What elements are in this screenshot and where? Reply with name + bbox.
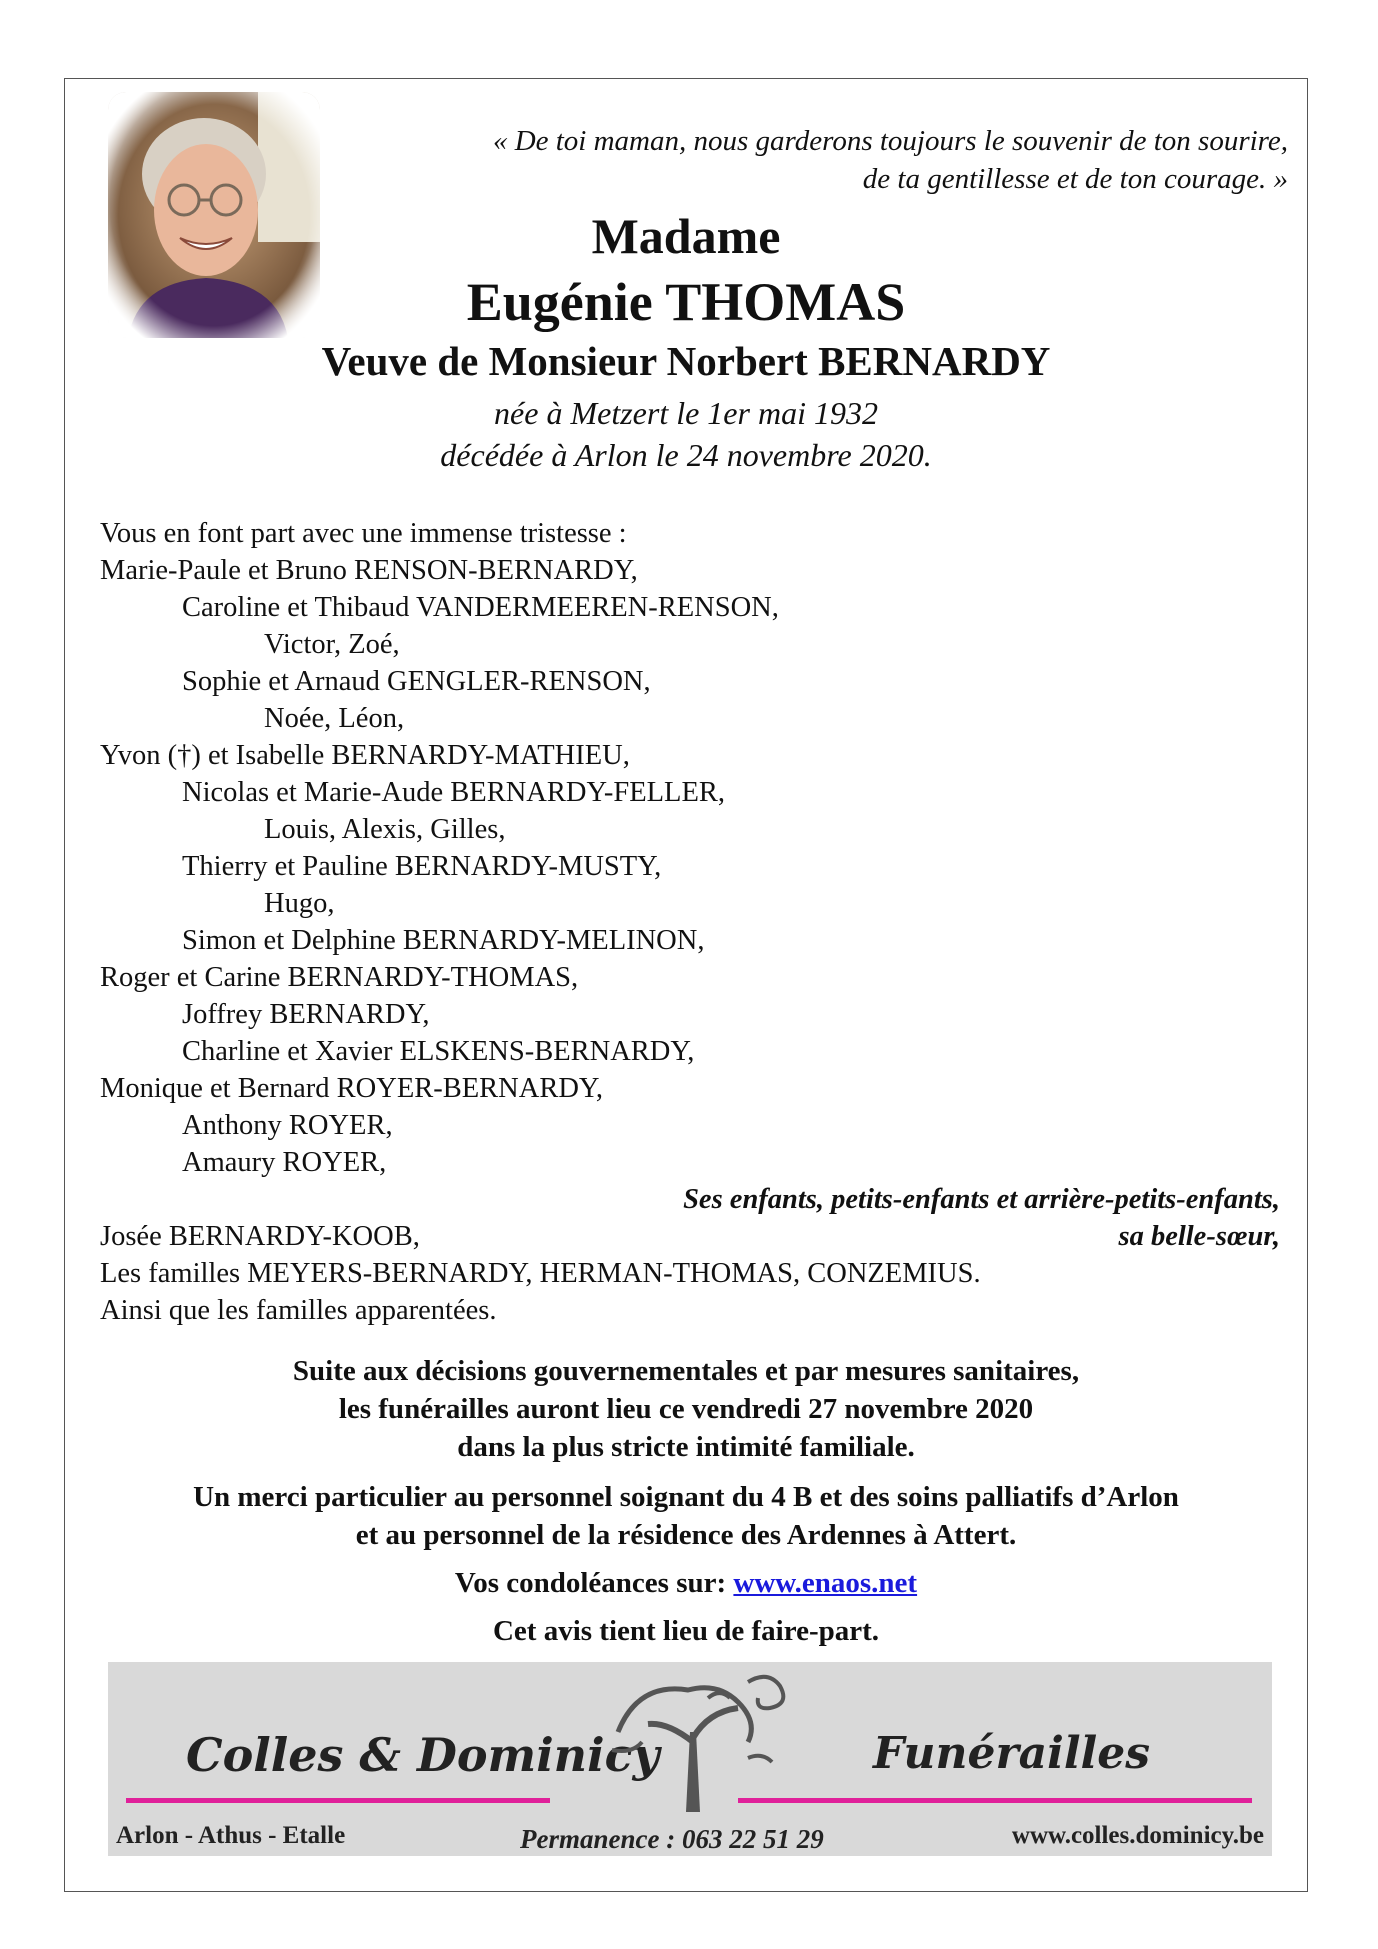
notice-line-2: les funérailles auront lieu ce vendredi 27 novembre 2020 — [338, 1393, 1034, 1425]
list-item: Louis, Alexis, Gilles, — [264, 814, 506, 845]
family-list — [100, 515, 1290, 1329]
condolences-label: Vos condoléances sur: — [454, 1567, 727, 1599]
notice-line-3: dans la plus stricte intimité familiale. — [457, 1431, 915, 1463]
family-intro: Vous en font part avec une immense tristesse : — [100, 518, 627, 549]
list-item: Nicolas et Marie-Aude BERNARDY-FELLER, — [182, 777, 725, 808]
quote-line-1: « De toi maman, nous garderons toujours le souvenir de ton sourire, — [492, 125, 1288, 157]
list-item: Sophie et Arnaud GENGLER-RENSON, — [182, 666, 651, 697]
list-item: Hugo, — [264, 888, 335, 919]
funeral-notice — [64, 1352, 1308, 1466]
list-item: Monique et Bernard ROYER-BERNARDY, — [100, 1073, 603, 1104]
spouse-line: Veuve de Monsieur Norbert BERNARDY — [321, 338, 1051, 384]
sister-in-law-row — [100, 1218, 1290, 1255]
condolences-link[interactable]: www.enaos.net — [733, 1567, 918, 1599]
list-item: Amaury ROYER, — [182, 1147, 387, 1178]
deceased-name: Eugénie THOMAS — [466, 272, 906, 332]
brand-name: Colles & Dominicy — [186, 1728, 660, 1782]
list-item: Simon et Delphine BERNARDY-MELINON, — [182, 925, 705, 956]
children-label: Ses enfants, petits-enfants et arrière-petits-enfants, — [683, 1184, 1280, 1215]
list-item: Thierry et Pauline BERNARDY-MUSTY, — [182, 851, 662, 882]
permanence-phone: Permanence : 063 22 51 29 — [520, 1824, 824, 1854]
birth-line: née à Metzert le 1er mai 1932 — [494, 395, 878, 431]
list-item: Anthony ROYER, — [182, 1110, 393, 1141]
tree-logo-icon — [598, 1662, 788, 1812]
families-line: Les familles MEYERS-BERNARDY, HERMAN-THOMAS, CONZEMIUS. — [100, 1258, 981, 1289]
sister-in-law-label: sa belle-sœur, — [1118, 1221, 1280, 1252]
faire-part-line: Cet avis tient lieu de faire-part. — [492, 1615, 880, 1647]
list-item: Roger et Carine BERNARDY-THOMAS, — [100, 962, 579, 993]
thanks-line-2: et au personnel de la résidence des Ardennes à Attert. — [355, 1519, 1017, 1551]
list-item: Charline et Xavier ELSKENS-BERNARDY, — [182, 1036, 695, 1067]
list-item: Noée, Léon, — [264, 703, 405, 734]
list-item: Victor, Zoé, — [264, 629, 400, 660]
brand-tagline: Funérailles — [873, 1728, 1151, 1779]
funeral-home-banner — [108, 1662, 1272, 1856]
list-item: Marie-Paule et Bruno RENSON-BERNARDY, — [100, 555, 638, 586]
thanks-line-1: Un merci particulier au personnel soignant du 4 B et des soins palliatifs d’Arlon — [193, 1481, 1179, 1513]
life-dates — [64, 392, 1308, 476]
sister-in-law-name: Josée BERNARDY-KOOB, — [100, 1221, 420, 1252]
memorial-quote — [308, 122, 1288, 198]
website[interactable]: www.colles.dominicy.be — [1011, 1822, 1264, 1849]
list-item: Yvon (†) et Isabelle BERNARDY-MATHIEU, — [100, 740, 630, 771]
quote-line-2: de ta gentillesse et de ton courage. » — [862, 163, 1288, 195]
list-item: Caroline et Thibaud VANDERMEEREN-RENSON, — [182, 592, 779, 623]
deceased-title: Madame — [591, 208, 781, 264]
accent-line-left — [126, 1798, 550, 1803]
condolences-line — [64, 1564, 1308, 1602]
accent-line-right — [738, 1798, 1252, 1803]
list-item: Joffrey BERNARDY, — [182, 999, 430, 1030]
towns: Arlon - Athus - Etalle — [116, 1822, 346, 1849]
notice-line-1: Suite aux décisions gouvernementales et par mesures sanitaires, — [292, 1355, 1080, 1387]
death-line: décédée à Arlon le 24 novembre 2020. — [440, 437, 932, 473]
thanks-notice — [64, 1478, 1308, 1554]
related-line: Ainsi que les familles apparentées. — [100, 1295, 497, 1326]
